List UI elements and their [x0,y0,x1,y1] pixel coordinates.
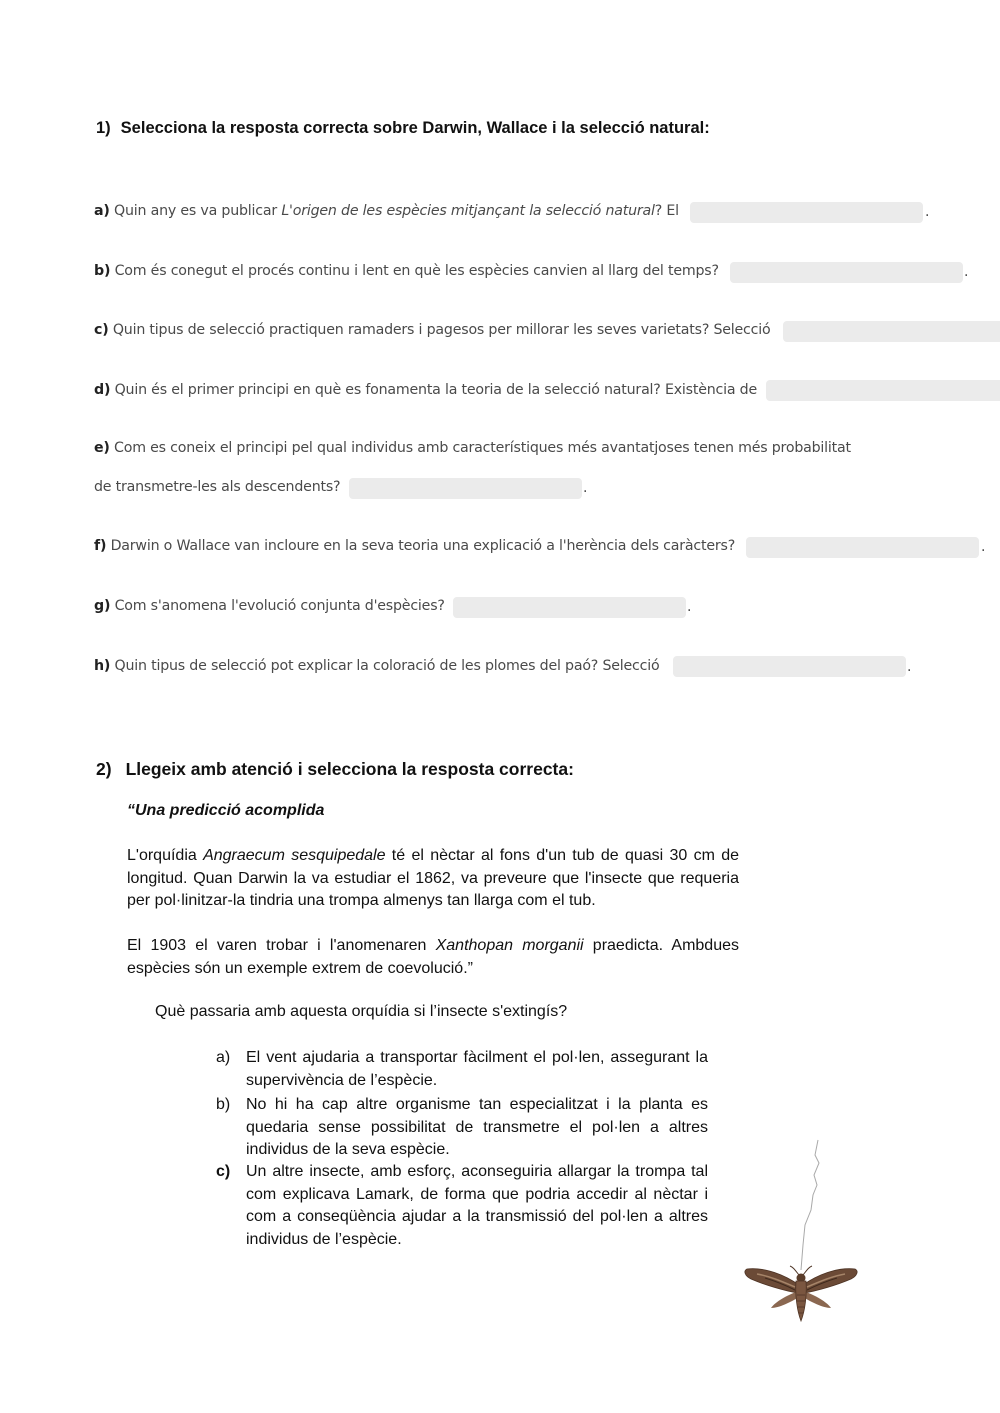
option-c[interactable] [216,1161,708,1251]
answer-e-period: . [583,480,588,496]
answer-input-c[interactable] [783,321,1000,342]
question-d-text: Quin és el primer principi en què es fonamenta la teoria de la selecció natural? Existència de [114,382,757,398]
section1-heading [96,119,710,138]
p1-text-b: té el nèctar al fons d'un tub de quasi 30 cm de longitud. Quan Darwin la va estudiar el 1862, va preveure que l'insecte que requeria per pol·linitzar-la tindria una trompa almenys tan llarga com el tub. [127,847,740,909]
question-a-text: Quin any es va publicar [113,203,282,219]
question-a-book-title: L'origen de les espècies mitjançant la selecció natural [281,203,655,219]
question-h-label: h) [94,658,111,674]
question-c [94,322,770,338]
answer-a-period: . [925,204,930,220]
question-f [94,538,735,554]
answer-input-d[interactable] [766,380,1000,401]
question-f-label: f) [94,538,107,554]
question-c-label: c) [94,322,109,338]
question-e [94,440,851,456]
p1-text-a: L'orquídia [127,847,204,864]
quote-paragraph-2 [127,935,739,980]
section1-title: Selecciona la resposta correcta sobre Darwin, Wallace i la selecció natural: [120,119,710,137]
question-d [94,382,757,398]
question-b-label: b) [94,263,111,279]
question-h [94,658,659,674]
option-b-label: b) [216,1096,231,1113]
question-a-label: a) [94,203,110,219]
option-a[interactable] [216,1047,708,1092]
p1-species-name: Angraecum sesquipedale [203,847,386,864]
question-e-text-line2: de transmetre-les als descendents? [94,479,341,495]
moth-icon [735,1135,865,1325]
option-a-label: a) [216,1049,231,1066]
section2-heading [96,759,574,780]
question-c-text: Quin tipus de selecció practiquen ramaders i pagesos per millorar les seves varietats? Selecció [112,322,771,338]
question-e-text: Com es coneix el principi pel qual individus amb característiques més avantatjoses tenen més probabilitat [114,440,851,456]
answer-input-f[interactable] [746,537,979,558]
quote-paragraph-1 [127,845,739,913]
answer-f-period: . [981,539,986,555]
p2-species-name: Xanthopan morganii [435,937,584,954]
p2-text-a: El 1903 el varen trobar i l'anomenaren [127,937,436,954]
question-a-text-end: ? El [654,203,679,219]
answer-b-period: . [964,264,969,280]
answer-g-period: . [687,599,692,615]
option-a-text: El vent ajudaria a transportar fàcilment el pol·len, assegurant la supervivència de l’espècie. [246,1049,708,1089]
question-d-label: d) [94,382,111,398]
option-b[interactable] [216,1094,708,1162]
question-b [94,263,719,279]
answer-input-g[interactable] [453,597,686,618]
question-g [94,598,445,614]
question-e-label: e) [94,440,110,456]
question-a [94,203,679,219]
section2-title: Llegeix amb atenció i selecciona la resposta correcta: [125,759,574,779]
option-c-label: c) [216,1163,231,1180]
option-c-text: Un altre insecte, amb esforç, aconseguiria allargar la trompa tal com explicava Lamark, de forma que podria accedir al nèctar i com a conseqüència ajudar a la transmissió del pol·len a altres individus de l’espècie. [246,1163,708,1248]
answer-input-h[interactable] [673,656,906,677]
question-g-label: g) [94,598,111,614]
section1-number: 1) [96,119,111,137]
question-g-text: Com s'anomena l'evolució conjunta d'espècies? [114,598,445,614]
question-h-text: Quin tipus de selecció pot explicar la coloració de les plomes del paó? Selecció [114,658,660,674]
quote-title: “Una predicció acomplida [127,802,325,819]
option-b-text: No hi ha cap altre organisme tan especialitzat i la planta es quedaria sense possibilitat de transmetre el pol·len a altres individus de la seva espècie. [246,1096,708,1158]
answer-h-period: . [907,659,912,675]
orchid-question: Què passaria amb aquesta orquídia si l’insecte s'extingís? [155,1003,568,1020]
section2-number: 2) [96,759,112,779]
answer-input-b[interactable] [730,262,963,283]
question-e-line2 [94,479,340,495]
question-f-text: Darwin o Wallace van incloure en la seva teoria una explicació a l'herència dels caràcters? [110,538,736,554]
p2-text-b: praedicta. Ambdues espècies són un exemple extrem de coevolució.” [127,937,739,977]
question-b-text: Com és conegut el procés continu i lent en què les espècies canvien al llarg del temps? [114,263,719,279]
answer-input-e[interactable] [349,478,582,499]
answer-input-a[interactable] [690,202,923,223]
